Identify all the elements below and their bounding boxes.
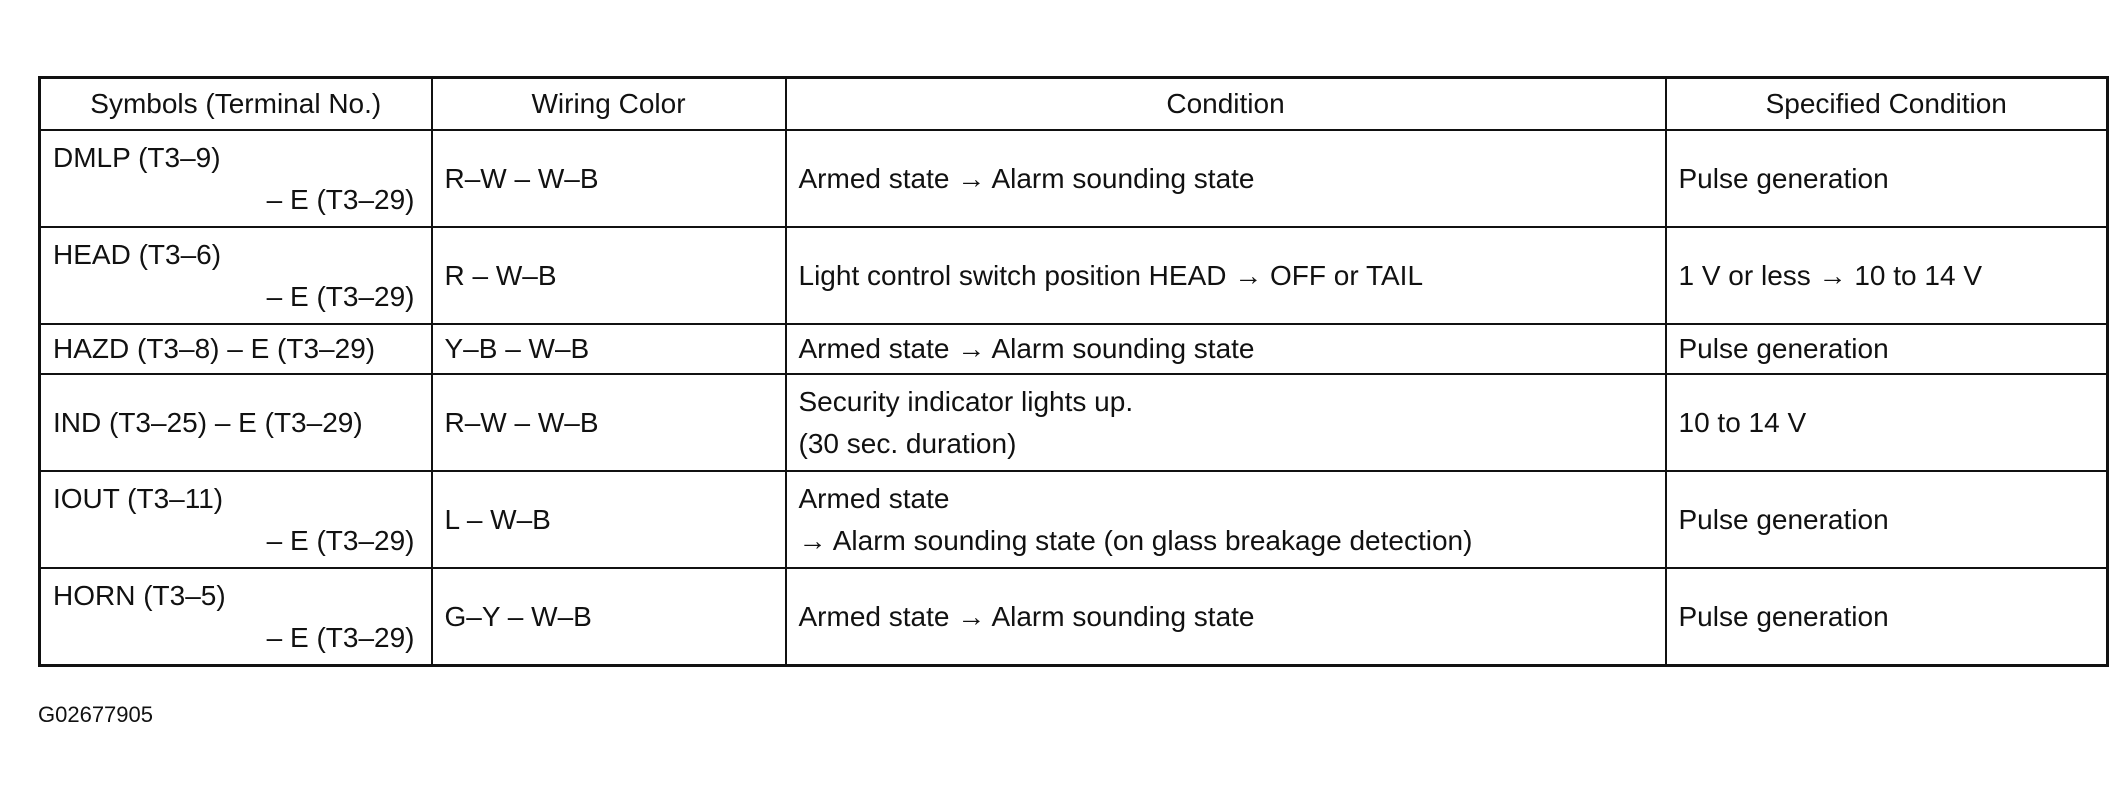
symbol-sub: – E (T3–29) bbox=[266, 524, 415, 556]
specified-cell: Pulse generation bbox=[1666, 471, 2108, 568]
table-row bbox=[40, 568, 2108, 666]
wiring-cell: R–W – W–B bbox=[432, 374, 786, 471]
condition-line: Armed state → Alarm sounding state bbox=[798, 162, 1255, 194]
table-header-row bbox=[40, 78, 2108, 131]
condition-line: (30 sec. duration) bbox=[798, 427, 1017, 459]
specified-cell: Pulse generation bbox=[1666, 568, 2108, 666]
symbol-main: HORN (T3–5) bbox=[53, 579, 226, 611]
condition-cell bbox=[786, 227, 1666, 324]
table-row bbox=[40, 324, 2108, 374]
header-specified-condition: Specified Condition bbox=[1666, 78, 2108, 131]
terminal-spec-table bbox=[38, 76, 2109, 667]
symbol-cell bbox=[40, 130, 432, 227]
wiring-cell: L – W–B bbox=[432, 471, 786, 568]
condition-cell bbox=[786, 130, 1666, 227]
header-condition: Condition bbox=[786, 78, 1666, 131]
symbol-sub: – E (T3–29) bbox=[266, 621, 415, 653]
symbol-main: IOUT (T3–11) bbox=[53, 482, 224, 514]
table-row bbox=[40, 374, 2108, 471]
condition-line: Light control switch position HEAD → OFF or TAIL bbox=[798, 259, 1424, 291]
condition-cell bbox=[786, 568, 1666, 666]
symbol-main: HEAD (T3–6) bbox=[53, 238, 222, 270]
table-row bbox=[40, 227, 2108, 324]
specified-cell: 10 to 14 V bbox=[1666, 374, 2108, 471]
condition-line: → Alarm sounding state (on glass breakage detection) bbox=[798, 524, 1473, 556]
specified-cell: Pulse generation bbox=[1666, 130, 2108, 227]
condition-cell bbox=[786, 471, 1666, 568]
symbol-cell bbox=[40, 227, 432, 324]
symbol-cell bbox=[40, 471, 432, 568]
symbol-cell bbox=[40, 324, 432, 374]
condition-line: Armed state → Alarm sounding state bbox=[798, 600, 1255, 632]
figure-code: G02677905 bbox=[38, 702, 153, 727]
symbol-sub: – E (T3–29) bbox=[266, 280, 415, 312]
symbol-sub: – E (T3–29) bbox=[266, 183, 415, 215]
condition-line: Security indicator lights up. bbox=[798, 385, 1134, 417]
wiring-cell: R – W–B bbox=[432, 227, 786, 324]
condition-line: Armed state → Alarm sounding state bbox=[798, 333, 1255, 364]
condition-cell bbox=[786, 324, 1666, 374]
symbol-cell bbox=[40, 374, 432, 471]
condition-line: Armed state bbox=[798, 482, 950, 514]
table-row bbox=[40, 130, 2108, 227]
specified-cell: 1 V or less → 10 to 14 V bbox=[1666, 227, 2108, 324]
symbol-main: DMLP (T3–9) bbox=[53, 141, 221, 173]
wiring-cell: G–Y – W–B bbox=[432, 568, 786, 666]
condition-cell bbox=[786, 374, 1666, 471]
wiring-cell: R–W – W–B bbox=[432, 130, 786, 227]
header-symbols: Symbols (Terminal No.) bbox=[40, 78, 432, 131]
symbol-main: HAZD (T3–8) – E (T3–29) bbox=[53, 333, 376, 364]
header-wiring-color: Wiring Color bbox=[432, 78, 786, 131]
wiring-cell: Y–B – W–B bbox=[432, 324, 786, 374]
specified-cell: Pulse generation bbox=[1666, 324, 2108, 374]
table-row bbox=[40, 471, 2108, 568]
symbol-cell bbox=[40, 568, 432, 666]
symbol-main: IND (T3–25) – E (T3–29) bbox=[53, 406, 363, 438]
